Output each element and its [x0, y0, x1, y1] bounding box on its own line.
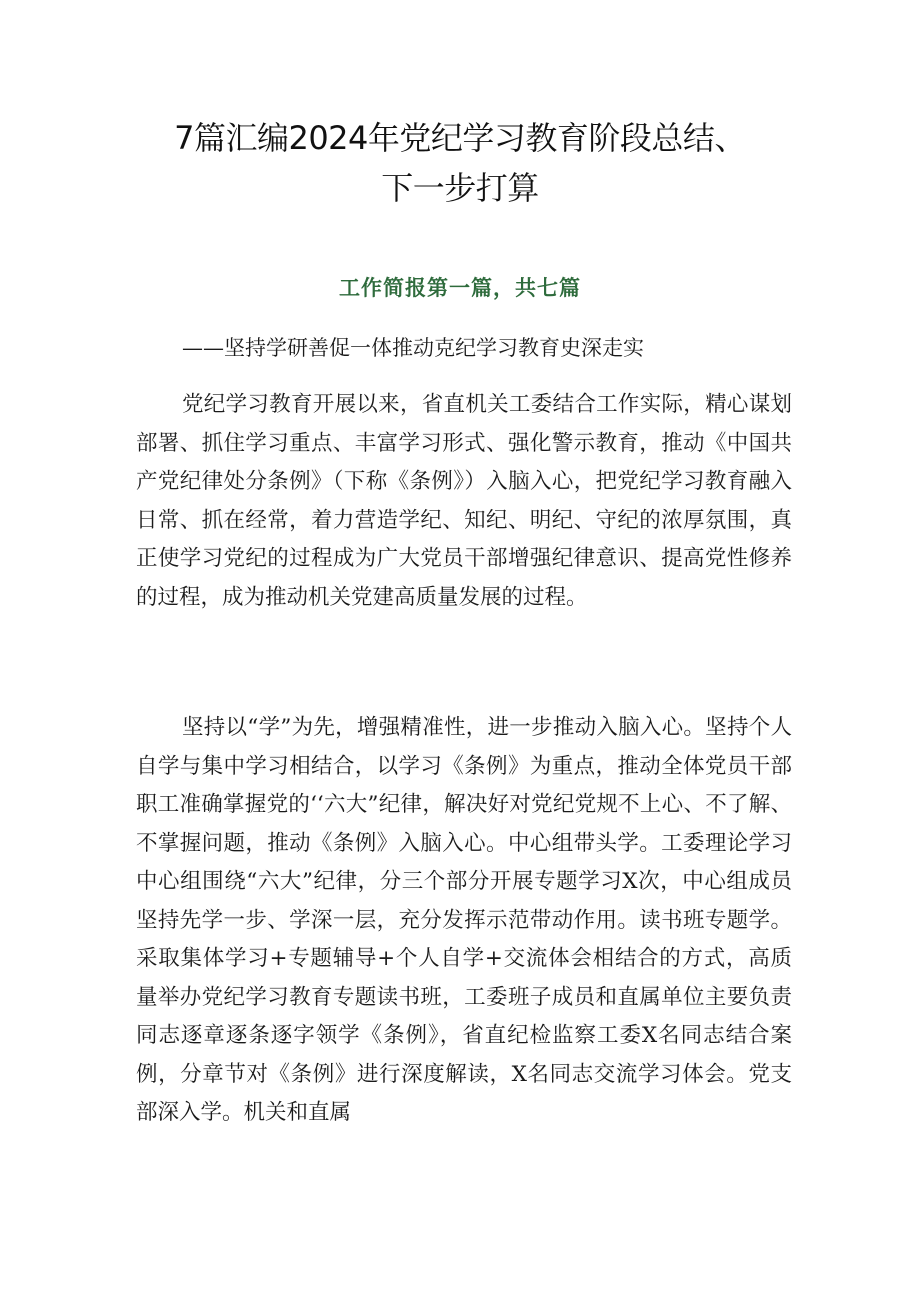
- body-paragraph-1: 党纪学习教育开展以来，省直机关工委结合工作实际，精心谋划部署、抓住学习重点、丰富学习形式、强化警示教育，推动《中国共产党纪律处分条例》（下称《条例》）入脑入心，把党纪学习教育融入日常、抓在经常，着力营造学纪、知纪、明纪、守纪的浓厚氛围，真正使学习党纪的过程成为广大党员干部增强纪律意识、提高党性修养的过程，成为推动机关党建高质量发展的过程。: [136, 392, 792, 610]
- document-title-line-1: 7篇汇编2024年党纪学习教育阶段总结、: [174, 119, 746, 157]
- section-heading: 工作简报第一篇，共七篇: [339, 275, 581, 300]
- body-paragraph-2: 坚持以“学”为先，增强精准性，进一步推动入脑入心。坚持个人自学与集中学习相结合，以学习《条例》为重点，推动全体党员干部职工准确掌握党的‘‘六大”纪律，解决好对党纪党规不上心、不了解、不掌握问题，推动《条例》入脑入心。中心组带头学。工委理论学习中心组围绕“六大”纪律，分三个部分开展专题学习X次，中心组成员坚持先学一步、学深一层，充分发挥示范带动作用。读书班专题学。采取集体学习+专题辅导+个人自学+交流体会相结合的方式，高质量举办党纪学习教育专题读书班，工委班子成员和直属单位主要负责同志逐章逐条逐字领学《条例》，省直纪检监察工委X名同志结合案例，分章节对《条例》进行深度解读，X名同志交流学习体会。党支部深入学。机关和直属: [136, 715, 792, 1125]
- section-subtitle: ——坚持学研善促一体推动克纪学习教育史深走实: [182, 336, 644, 360]
- document-title-line-2: 下一步打算: [381, 169, 539, 207]
